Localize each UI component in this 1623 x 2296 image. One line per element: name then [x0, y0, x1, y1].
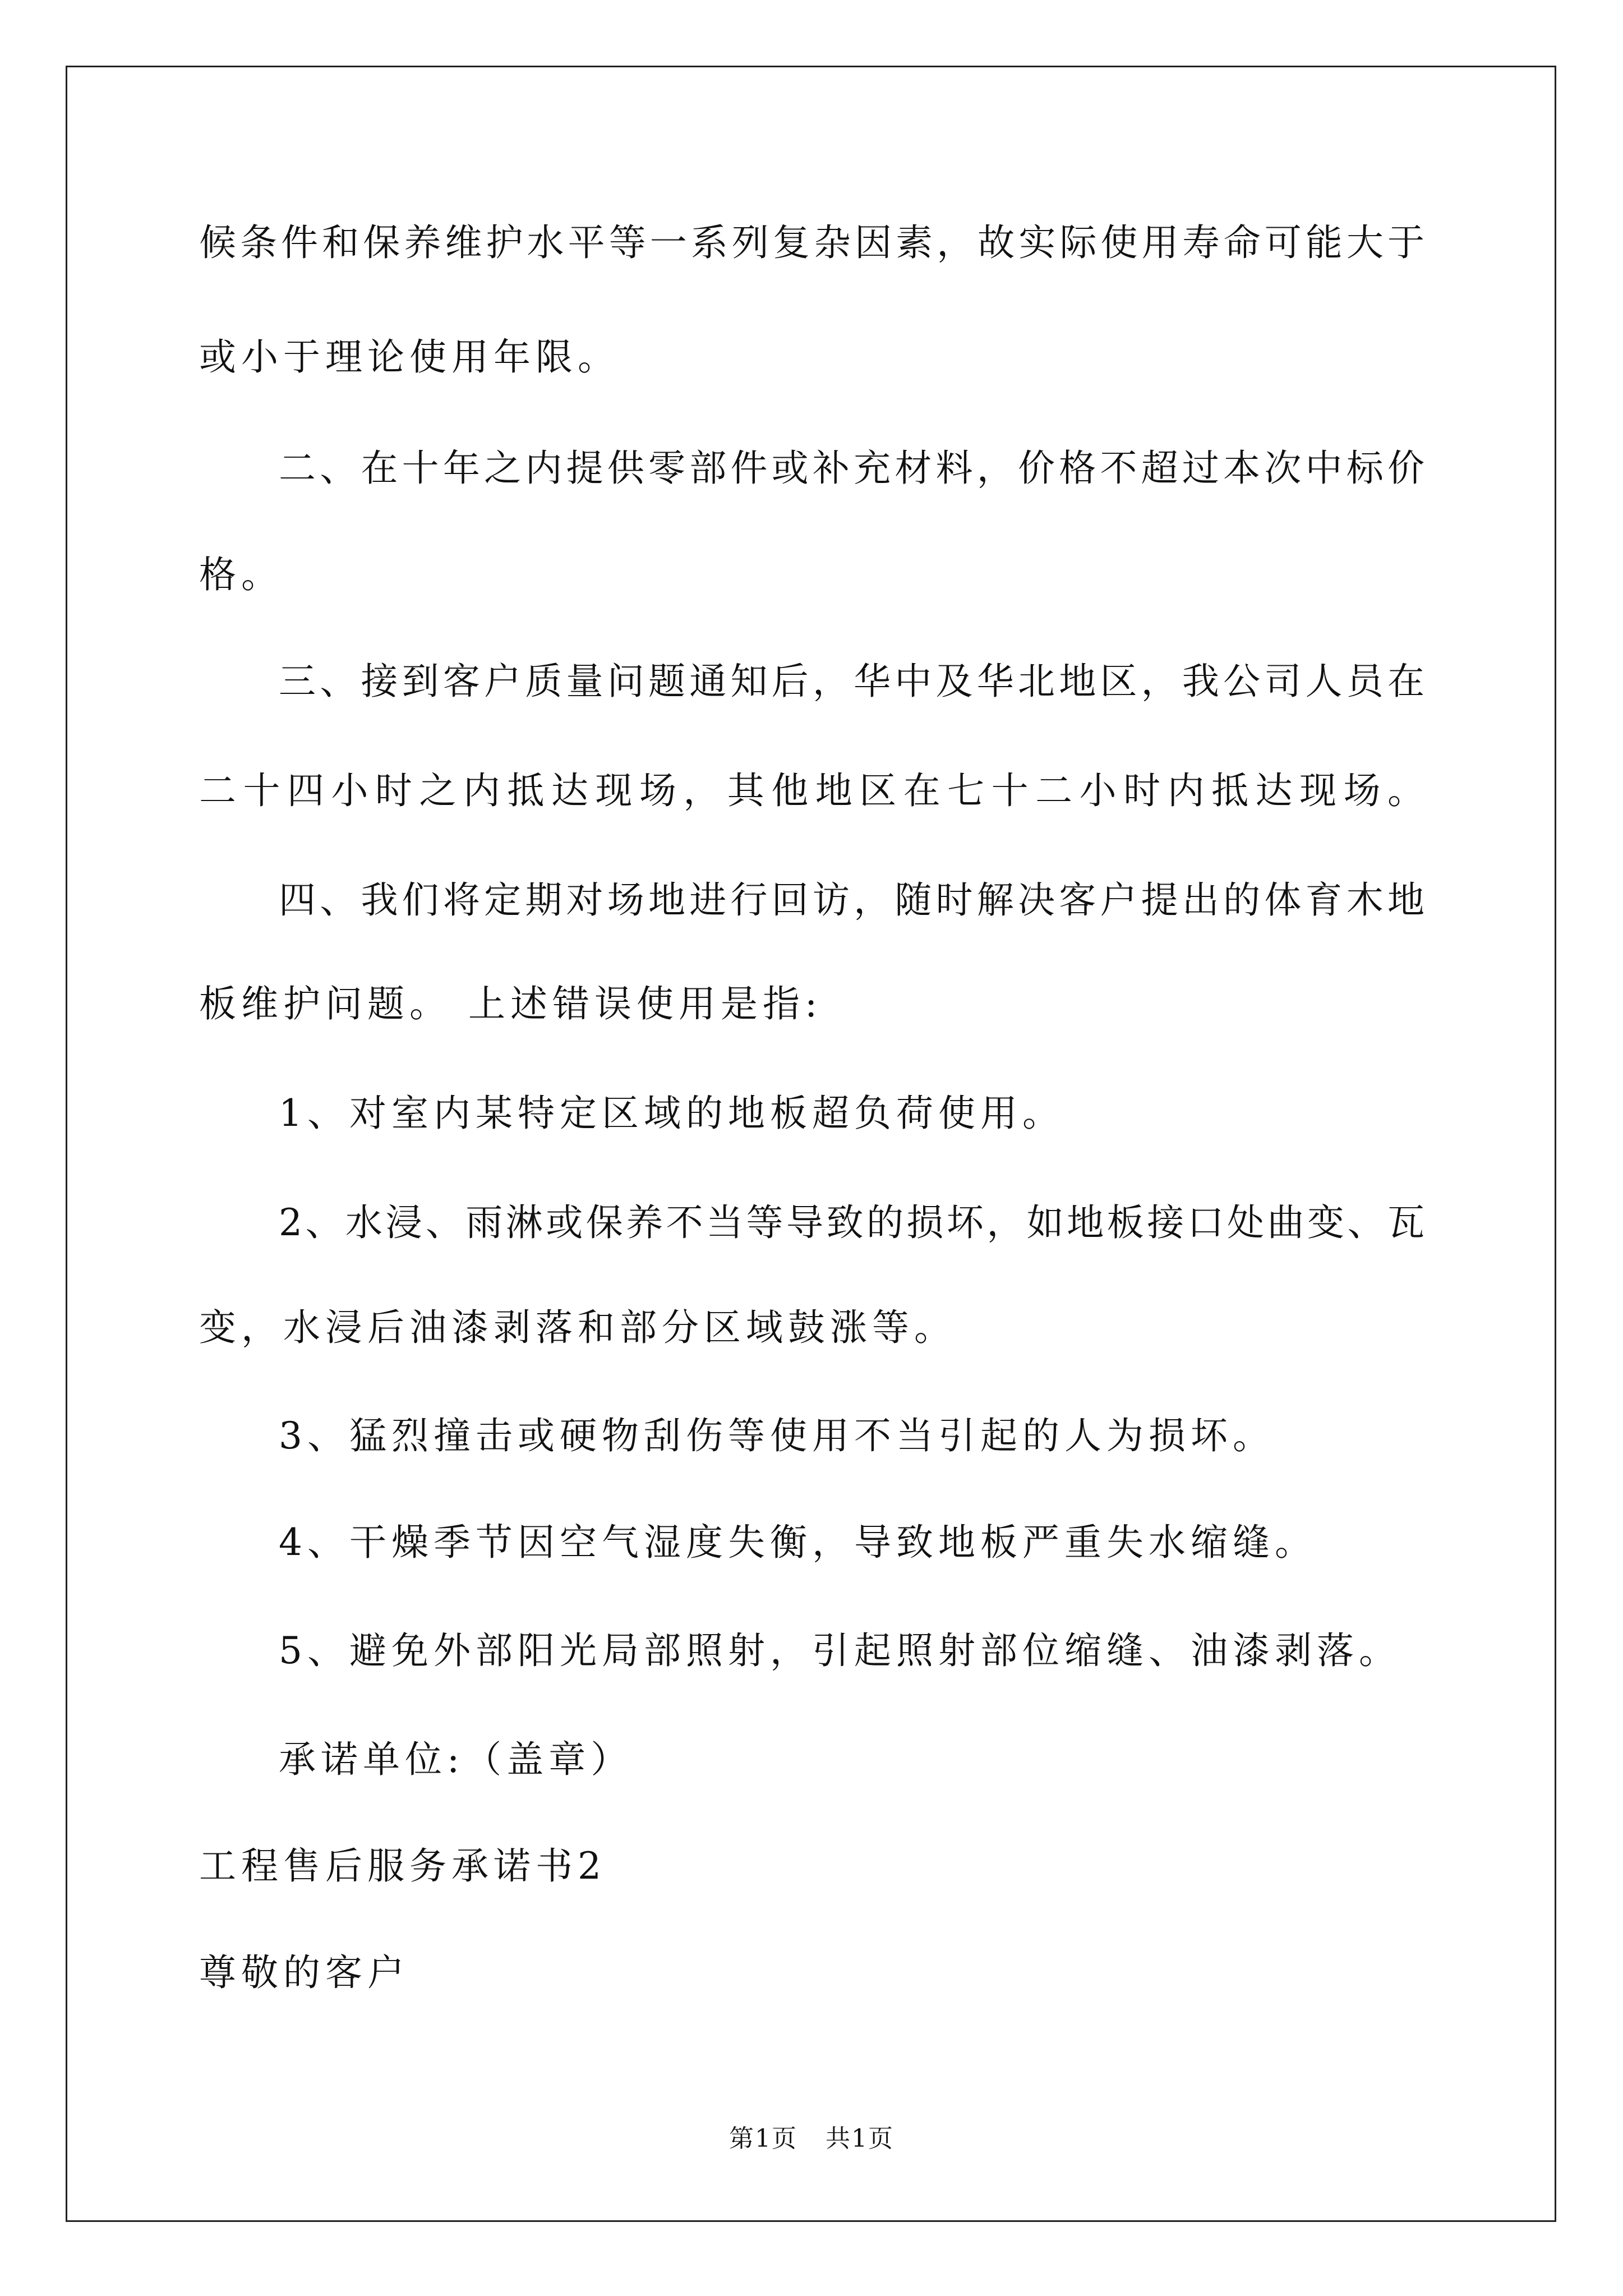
- section-title: 工程售后服务承诺书2: [199, 1844, 606, 1888]
- body-line-13: 4、干燥季节因空气湿度失衡，导致地板严重失水缩缝。: [279, 1521, 1317, 1564]
- body-line-8: 板维护问题。 上述错误使用是指:: [199, 982, 823, 1025]
- body-line-1: 候条件和保养维护水平等一系列复杂因素，故实际使用寿命可能大于: [199, 221, 1424, 264]
- signatory-line: 承诺单位:（盖章）: [279, 1738, 633, 1781]
- page-border: [66, 66, 1556, 2222]
- body-line-2: 或小于理论使用年限。: [199, 335, 620, 379]
- page-footer: [0, 2123, 1623, 2155]
- body-line-6: 二十四小时之内抵达现场，其他地区在七十二小时内抵达现场。: [199, 769, 1424, 812]
- body-line-9: 1、对室内某特定区域的地板超负荷使用。: [279, 1092, 1064, 1135]
- body-line-3: 二、在十年之内提供零部件或补充材料，价格不超过本次中标价: [279, 447, 1424, 490]
- page-number: 第1页: [729, 2124, 797, 2153]
- body-line-7: 四、我们将定期对场地进行回访，随时解决客户提出的体育木地: [279, 878, 1424, 922]
- body-line-11: 变，水浸后油漆剥落和部分区域鼓涨等。: [199, 1306, 956, 1349]
- body-line-14: 5、避免外部阳光局部照射，引起照射部位缩缝、油漆剥落。: [279, 1629, 1401, 1672]
- body-line-4: 格。: [199, 553, 283, 596]
- page-total: 共1页: [826, 2124, 894, 2153]
- body-line-12: 3、猛烈撞击或硬物刮伤等使用不当引起的人为损坏。: [279, 1414, 1275, 1457]
- body-line-10: 2、水浸、雨淋或保养不当等导致的损坏，如地板接口处曲变、瓦: [279, 1201, 1424, 1244]
- salutation: 尊敬的客户: [199, 1951, 409, 1994]
- body-line-5: 三、接到客户质量问题通知后，华中及华北地区，我公司人员在: [279, 660, 1424, 703]
